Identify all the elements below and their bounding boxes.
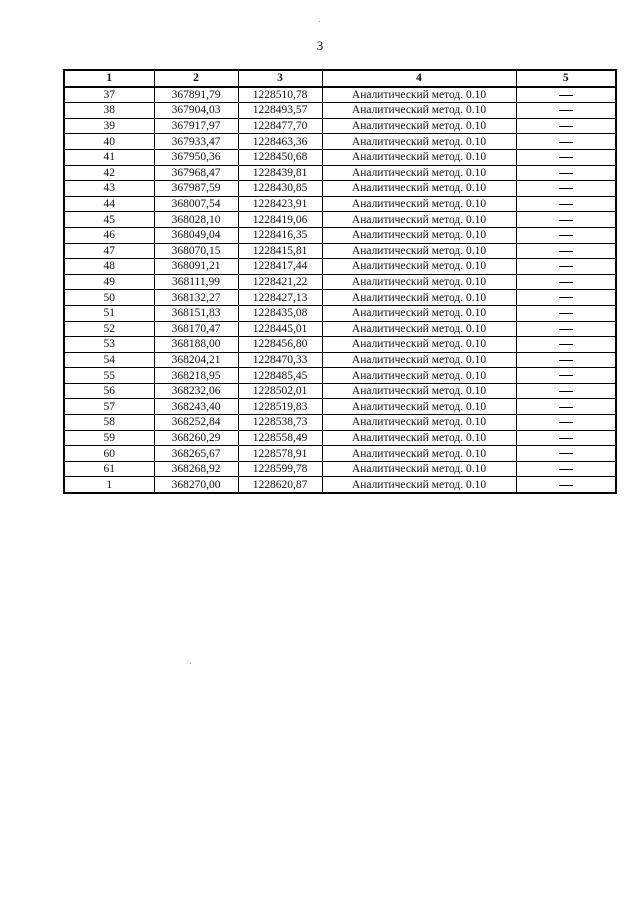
- method-cell: Аналитический метод. 0.10: [322, 399, 516, 415]
- method-cell: Аналитический метод. 0.10: [322, 165, 516, 181]
- y-coordinate-cell: 1228538,73: [238, 415, 322, 431]
- table-row: [64, 259, 616, 275]
- note-cell: [516, 430, 616, 446]
- table-row: [64, 290, 616, 306]
- method-cell: Аналитический метод. 0.10: [322, 477, 516, 493]
- note-cell: [516, 446, 616, 462]
- note-cell: [516, 352, 616, 368]
- y-coordinate-cell: 1228502,01: [238, 383, 322, 399]
- x-coordinate-cell: 368132,27: [154, 290, 238, 306]
- y-coordinate-cell: 1228510,78: [238, 87, 322, 103]
- note-cell: [516, 477, 616, 493]
- y-coordinate-cell: 1228450,68: [238, 149, 322, 165]
- note-cell: [516, 259, 616, 275]
- dash-mark: [559, 220, 573, 221]
- x-coordinate-cell: 367904,03: [154, 103, 238, 119]
- y-coordinate-cell: 1228415,81: [238, 243, 322, 259]
- note-cell: [516, 87, 616, 103]
- table-row: [64, 103, 616, 119]
- method-cell: Аналитический метод. 0.10: [322, 134, 516, 150]
- point-number-cell: 46: [64, 227, 154, 243]
- dash-mark: [559, 266, 573, 267]
- note-cell: [516, 337, 616, 353]
- x-coordinate-cell: 367917,97: [154, 118, 238, 134]
- y-coordinate-cell: 1228477,70: [238, 118, 322, 134]
- x-coordinate-cell: 368091,21: [154, 259, 238, 275]
- note-cell: [516, 305, 616, 321]
- x-coordinate-cell: 368188,00: [154, 337, 238, 353]
- method-cell: Аналитический метод. 0.10: [322, 446, 516, 462]
- note-cell: [516, 149, 616, 165]
- x-coordinate-cell: 368243,40: [154, 399, 238, 415]
- scan-speck: [190, 663, 191, 664]
- x-coordinate-cell: 368270,00: [154, 477, 238, 493]
- column-header-4: 4: [322, 70, 516, 87]
- method-cell: Аналитический метод. 0.10: [322, 352, 516, 368]
- point-number-cell: 49: [64, 274, 154, 290]
- point-number-cell: 52: [64, 321, 154, 337]
- x-coordinate-cell: 367933,47: [154, 134, 238, 150]
- note-cell: [516, 212, 616, 228]
- y-coordinate-cell: 1228430,85: [238, 181, 322, 197]
- x-coordinate-cell: 368260,29: [154, 430, 238, 446]
- table-row: [64, 337, 616, 353]
- dash-mark: [559, 360, 573, 361]
- method-cell: Аналитический метод. 0.10: [322, 118, 516, 134]
- table-row: [64, 430, 616, 446]
- dash-mark: [559, 329, 573, 330]
- y-coordinate-cell: 1228519,83: [238, 399, 322, 415]
- point-number-cell: 44: [64, 196, 154, 212]
- point-number-cell: 54: [64, 352, 154, 368]
- note-cell: [516, 321, 616, 337]
- point-number-cell: 38: [64, 103, 154, 119]
- y-coordinate-cell: 1228419,06: [238, 212, 322, 228]
- point-number-cell: 50: [64, 290, 154, 306]
- y-coordinate-cell: 1228558,49: [238, 430, 322, 446]
- dash-mark: [559, 344, 573, 345]
- note-cell: [516, 196, 616, 212]
- y-coordinate-cell: 1228578,91: [238, 446, 322, 462]
- table-row: [64, 415, 616, 431]
- note-cell: [516, 415, 616, 431]
- table-row: [64, 368, 616, 384]
- dash-mark: [559, 157, 573, 158]
- dash-mark: [559, 173, 573, 174]
- x-coordinate-cell: 368204,21: [154, 352, 238, 368]
- table-row: [64, 227, 616, 243]
- note-cell: [516, 103, 616, 119]
- table-row: [64, 383, 616, 399]
- column-header-3: 3: [238, 70, 322, 87]
- table-row: [64, 321, 616, 337]
- x-coordinate-cell: 368170,47: [154, 321, 238, 337]
- dash-mark: [559, 95, 573, 96]
- y-coordinate-cell: 1228421,22: [238, 274, 322, 290]
- dash-mark: [559, 235, 573, 236]
- column-header-1: 1: [64, 70, 154, 87]
- note-cell: [516, 461, 616, 477]
- dash-mark: [559, 282, 573, 283]
- scan-speck: [319, 21, 320, 22]
- point-number-cell: 59: [64, 430, 154, 446]
- x-coordinate-cell: 367950,36: [154, 149, 238, 165]
- dash-mark: [559, 142, 573, 143]
- x-coordinate-cell: 368007,54: [154, 196, 238, 212]
- x-coordinate-cell: 367987,59: [154, 181, 238, 197]
- table-row: [64, 274, 616, 290]
- table-header: [64, 70, 616, 87]
- table-row: [64, 149, 616, 165]
- method-cell: Аналитический метод. 0.10: [322, 337, 516, 353]
- x-coordinate-cell: 367968,47: [154, 165, 238, 181]
- point-number-cell: 41: [64, 149, 154, 165]
- y-coordinate-cell: 1228485,45: [238, 368, 322, 384]
- table-row: [64, 352, 616, 368]
- y-coordinate-cell: 1228439,81: [238, 165, 322, 181]
- page-number: 3: [316, 38, 324, 53]
- dash-mark: [559, 204, 573, 205]
- point-number-cell: 48: [64, 259, 154, 275]
- method-cell: Аналитический метод. 0.10: [322, 243, 516, 259]
- method-cell: Аналитический метод. 0.10: [322, 430, 516, 446]
- method-cell: Аналитический метод. 0.10: [322, 383, 516, 399]
- table-row: [64, 196, 616, 212]
- x-coordinate-cell: 368232,06: [154, 383, 238, 399]
- y-coordinate-cell: 1228427,13: [238, 290, 322, 306]
- dash-mark: [559, 188, 573, 189]
- note-cell: [516, 134, 616, 150]
- y-coordinate-cell: 1228417,44: [238, 259, 322, 275]
- table-row: [64, 165, 616, 181]
- table-row: [64, 181, 616, 197]
- note-cell: [516, 383, 616, 399]
- table-row: [64, 118, 616, 134]
- y-coordinate-cell: 1228470,33: [238, 352, 322, 368]
- note-cell: [516, 290, 616, 306]
- dash-mark: [559, 126, 573, 127]
- point-number-cell: 1: [64, 477, 154, 493]
- table-row: [64, 399, 616, 415]
- method-cell: Аналитический метод. 0.10: [322, 321, 516, 337]
- note-cell: [516, 118, 616, 134]
- y-coordinate-cell: 1228445,01: [238, 321, 322, 337]
- x-coordinate-cell: 368049,04: [154, 227, 238, 243]
- method-cell: Аналитический метод. 0.10: [322, 212, 516, 228]
- note-cell: [516, 243, 616, 259]
- note-cell: [516, 274, 616, 290]
- point-number-cell: 60: [64, 446, 154, 462]
- x-coordinate-cell: 368218,95: [154, 368, 238, 384]
- point-number-cell: 58: [64, 415, 154, 431]
- method-cell: Аналитический метод. 0.10: [322, 368, 516, 384]
- x-coordinate-cell: 368070,15: [154, 243, 238, 259]
- method-cell: Аналитический метод. 0.10: [322, 149, 516, 165]
- note-cell: [516, 165, 616, 181]
- x-coordinate-cell: 368028,10: [154, 212, 238, 228]
- dash-mark: [559, 391, 573, 392]
- point-number-cell: 61: [64, 461, 154, 477]
- column-header-5: 5: [516, 70, 616, 87]
- table-row: [64, 305, 616, 321]
- point-number-cell: 57: [64, 399, 154, 415]
- dash-mark: [559, 438, 573, 439]
- y-coordinate-cell: 1228456,80: [238, 337, 322, 353]
- point-number-cell: 39: [64, 118, 154, 134]
- dash-mark: [559, 407, 573, 408]
- dash-mark: [559, 485, 573, 486]
- dash-mark: [559, 110, 573, 111]
- point-number-cell: 45: [64, 212, 154, 228]
- y-coordinate-cell: 1228599,78: [238, 461, 322, 477]
- note-cell: [516, 399, 616, 415]
- dash-mark: [559, 297, 573, 298]
- x-coordinate-cell: 368268,92: [154, 461, 238, 477]
- method-cell: Аналитический метод. 0.10: [322, 87, 516, 103]
- method-cell: Аналитический метод. 0.10: [322, 290, 516, 306]
- method-cell: Аналитический метод. 0.10: [322, 103, 516, 119]
- y-coordinate-cell: 1228493,57: [238, 103, 322, 119]
- column-header-2: 2: [154, 70, 238, 87]
- method-cell: Аналитический метод. 0.10: [322, 305, 516, 321]
- method-cell: Аналитический метод. 0.10: [322, 415, 516, 431]
- point-number-cell: 37: [64, 87, 154, 103]
- dash-mark: [559, 422, 573, 423]
- note-cell: [516, 368, 616, 384]
- point-number-cell: 47: [64, 243, 154, 259]
- table-row: [64, 243, 616, 259]
- table-row: [64, 477, 616, 493]
- point-number-cell: 56: [64, 383, 154, 399]
- table-row: [64, 212, 616, 228]
- note-cell: [516, 181, 616, 197]
- method-cell: Аналитический метод. 0.10: [322, 227, 516, 243]
- point-number-cell: 53: [64, 337, 154, 353]
- point-number-cell: 43: [64, 181, 154, 197]
- table-row: [64, 134, 616, 150]
- y-coordinate-cell: 1228423,91: [238, 196, 322, 212]
- point-number-cell: 51: [64, 305, 154, 321]
- y-coordinate-cell: 1228463,36: [238, 134, 322, 150]
- y-coordinate-cell: 1228416,35: [238, 227, 322, 243]
- dash-mark: [559, 251, 573, 252]
- method-cell: Аналитический метод. 0.10: [322, 181, 516, 197]
- dash-mark: [559, 313, 573, 314]
- y-coordinate-cell: 1228620,87: [238, 477, 322, 493]
- x-coordinate-cell: 368252,84: [154, 415, 238, 431]
- x-coordinate-cell: 368111,99: [154, 274, 238, 290]
- table-row: [64, 87, 616, 103]
- method-cell: Аналитический метод. 0.10: [322, 461, 516, 477]
- table-row: [64, 461, 616, 477]
- x-coordinate-cell: 368265,67: [154, 446, 238, 462]
- method-cell: Аналитический метод. 0.10: [322, 259, 516, 275]
- header-row: [64, 70, 616, 87]
- coordinates-table: [63, 69, 617, 494]
- x-coordinate-cell: 368151,83: [154, 305, 238, 321]
- dash-mark: [559, 453, 573, 454]
- y-coordinate-cell: 1228435,08: [238, 305, 322, 321]
- point-number-cell: 40: [64, 134, 154, 150]
- table-body: [64, 87, 616, 493]
- note-cell: [516, 227, 616, 243]
- point-number-cell: 42: [64, 165, 154, 181]
- method-cell: Аналитический метод. 0.10: [322, 196, 516, 212]
- method-cell: Аналитический метод. 0.10: [322, 274, 516, 290]
- x-coordinate-cell: 367891,79: [154, 87, 238, 103]
- dash-mark: [559, 469, 573, 470]
- table-row: [64, 446, 616, 462]
- point-number-cell: 55: [64, 368, 154, 384]
- dash-mark: [559, 375, 573, 376]
